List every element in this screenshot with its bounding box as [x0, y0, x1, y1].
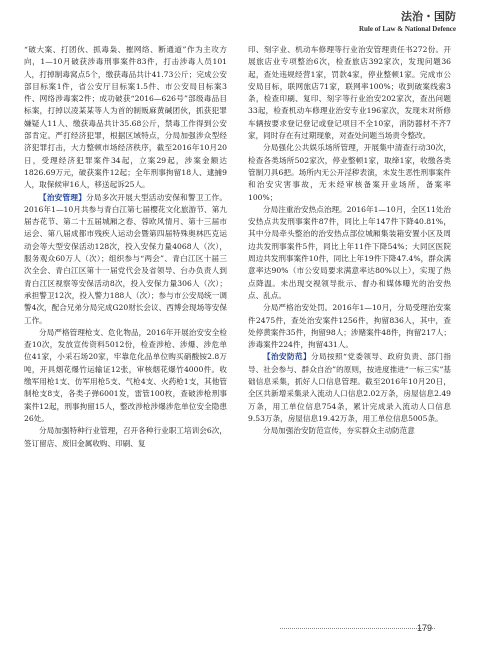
paragraph [248, 351, 451, 425]
paragraph: 分局加强特种行业管理，召开各种行业职工培训会6次，签订留店、废旧金属收购、印刷、复 [24, 426, 227, 448]
paragraph: 分局加强治安防范宣传，夯实群众主动防范意 [263, 426, 415, 436]
page-header [359, 8, 456, 33]
paragraph: 分局注重治安热点治理。2016年1—10月，全区11处治安热点共发刑事案件87件，同比上年147件下降40.81%，其中分局牵头整治的治安热点部位城厢集装箱安置小区及周边共发刑事案件5件，同比上年11件下降54%；大同区医院周边共发刑事案件10件，同比上年19件下降47.4%，群众满意率达90%（市公安局要求满意率达80%以上），实现了热点降温。未出现交视领导批示、督办和媒体曝光的治安热点、乱点。 [248, 204, 451, 300]
page-number: 179 [416, 623, 432, 633]
paragraph-text: 分局多次开展大型活动安保和警卫工作。2016年1—10月共参与青白江第七届樱花文化旅游节、第九届杏花节、第二十五届城厢之春、蓉欧风情月、第十三届市运会、第八届成都市残疾人运动会暨第四届特殊奥林匹克运动会等大型安保活动128次，投入安保力量4068人（次），服务观众60万人（次）；组织参与“两会”、青白江区十届三次全会、青白江区第十一届党代会及省领导、台办负责人到青白江区视察等安保活动8次，投入安保力量306人（次）；承担警卫12次，投入警力188人（次）；参与市公安局统一调警4次，配合兄弟分局完成G20财长会议、西博会现场等安保工作。 [24, 192, 227, 325]
paragraph-text: 分局按照“党委领导、政府负责、部门指导、社会参与、群众自治”的原则，按进度推进“一标三实”基础信息采集，抓好人口信息管理。截至2016年10月20日，全区共新增采集录入流动人口信息2.02万条，房屋信息2.49万条，用工单位信息754条，累计完成录入流动人口信息9.53万条，房屋信息19.42万条，用工单位信息5005条。 [248, 352, 451, 423]
footer-divider [280, 628, 435, 629]
section-subtitle: Rule of Law & National Defence [358, 25, 456, 33]
section-tag: 【治安防范】 [263, 352, 312, 362]
section-title: 法治・国防 [401, 10, 456, 23]
paragraph: 印、刻字业、机动车修理等行业治安管理责任书272份。开展旅店业专项整治6次，检查旅店392家次，发现问题36起，查处违规经营1家，罚款4家，停业整顿1家。完成市公安局目标，联网旅店71家，联网率100%；收到破案线索3条，检查印刷、复印、刻字等行业治安202家次，查出问题33起，检查机动车修理业治安专业196家次，发现未对所修车辆按要求登记登记或登记项目不全10家，消防器材不齐7家，同时存在有过期现象，对查处问题当场责令整改。 [248, 45, 451, 141]
paragraph: 分局强化公共娱乐场所管理，开展集中清查行动30次，检查各类场所502家次，停业整顿1家，取缔1家，收缴各类管制刀具6把。场所内无公开淫秽表演，未发生恶性刑事案件和治安灾害事故，无未经审核备案开业场所，备案率100%； [248, 143, 451, 202]
paragraph: 分局严格管理枪支、危化物品，2016年开展治安安全检查10次，发放宣传资料5012份，检查涉枪、涉爆、涉危单位41家，小采石场20家，牢靠危化品单位购买硝酸铵2.8万吨，开具烟花爆竹运输证12张，审核烟花爆竹4000件。收缴军用枪1支、仿军用枪5支、气枪4支、火药枪1支，其他管制枪支8支，各类子弹6001发，雷管100枚，查破涉枪刑事案件12起，刑事拘留15人，整改涉枪涉爆涉危单位安全隐患26处。 [24, 327, 227, 423]
right-column [248, 44, 451, 438]
left-column [24, 44, 227, 450]
paragraph: “破大案、打团伙、抓毒枭、摧网络、断通道”作为主攻方向，1—10月破获涉毒刑事案件83件，打击涉毒人员101人，打掉制毒窝点5个，缴获毒品共计41.73公斤；完成公安部目标案1件，省公安厅目标案1.5件、市公安局目标案3件、网络涉毒案2件；成功破获“2016—626号”部级毒品目标案，打掉以凌某某等人为首的制贩麻黄碱团伙，抓获犯罪嫌疑人11人、缴获毒品共计35.68公斤，禁毒工作得到公安部肯定。严打经济犯罪，根据区域特点，分局加强涉众型经济犯罪打击，大力整顿市场经济秩序，截至2016年10月20日，受理经济犯罪案件34起，立案29起，涉案金额达1826.69万元，破获案件12起；全年刑事拘留18人、逮捕9人，取保候审16人，移送起诉25人。 [24, 45, 227, 190]
section-tag: 【治安管理】 [39, 192, 87, 202]
paragraph: 分局严格治安处罚。2016年1—10月，分局受理治安案件2475件，查处治安案件1256件，拘留836人，其中，查处停黄案件35件，拘留98人；涉赌案件48件，拘留217人；涉毒案件224件，拘留431人。 [248, 303, 451, 350]
paragraph [24, 192, 227, 327]
